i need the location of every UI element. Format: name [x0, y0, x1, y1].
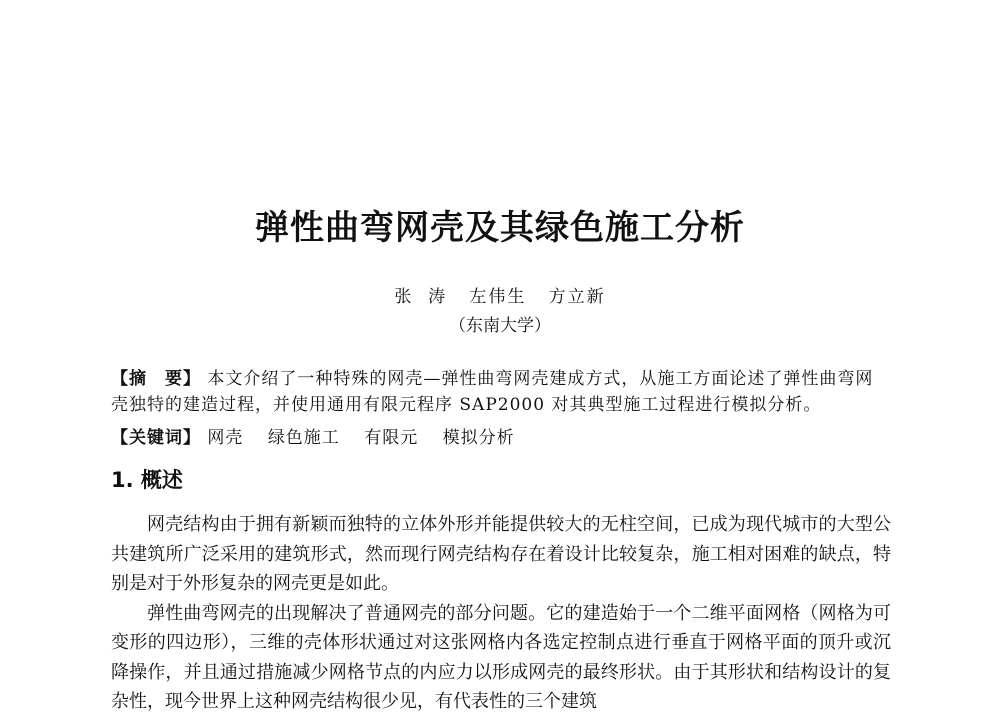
keyword: 网壳 — [207, 428, 244, 448]
section-heading: 1. 概述 — [111, 468, 183, 492]
body-paragraph: 弹性曲弯网壳的出现解决了普通网壳的部分问题。它的建造始于一个二维平面网格（网格为可变形的四边形），三维的壳体形状通过对这张网格内各选定控制点进行垂直于网格平面的顶升或沉降操作，并且通过措施减少网格节点的内应力以形成网壳的最终形状。由于其形状和结构设计的复杂性，现今世界上这种网壳结构很少见，有代表性的三个建筑 — [111, 602, 891, 712]
author-list: 张 涛 左伟生 方立新 — [394, 287, 606, 307]
keywords-label: 【关键词】 — [111, 428, 201, 448]
abstract-label: 【摘 要】 — [111, 369, 201, 389]
section-body — [111, 510, 891, 717]
abstract-block — [111, 366, 891, 418]
affiliation: （东南大学） — [449, 316, 551, 336]
keyword: 绿色施工 — [267, 428, 340, 448]
abstract-text: 本文介绍了一种特殊的网壳—弹性曲弯网壳建成方式，从施工方面论述了弹性曲弯网壳独特的建造过程，并使用通用有限元程序 SAP2000 对其典型施工过程进行模拟分析。 — [111, 369, 874, 415]
paper-title: 弹性曲弯网壳及其绿色施工分析 — [255, 208, 745, 248]
keyword: 有限元 — [364, 428, 419, 448]
body-paragraph: 网壳结构由于拥有新颖而独特的立体外形并能提供较大的无柱空间，已成为现代城市的大型公共建筑所广泛采用的建筑形式，然而现行网壳结构存在着设计比较复杂，施工相对困难的缺点，特别是对于外形复杂的网壳更是如此。 — [111, 514, 891, 594]
keywords-block — [111, 423, 891, 448]
keyword: 模拟分析 — [442, 428, 515, 448]
